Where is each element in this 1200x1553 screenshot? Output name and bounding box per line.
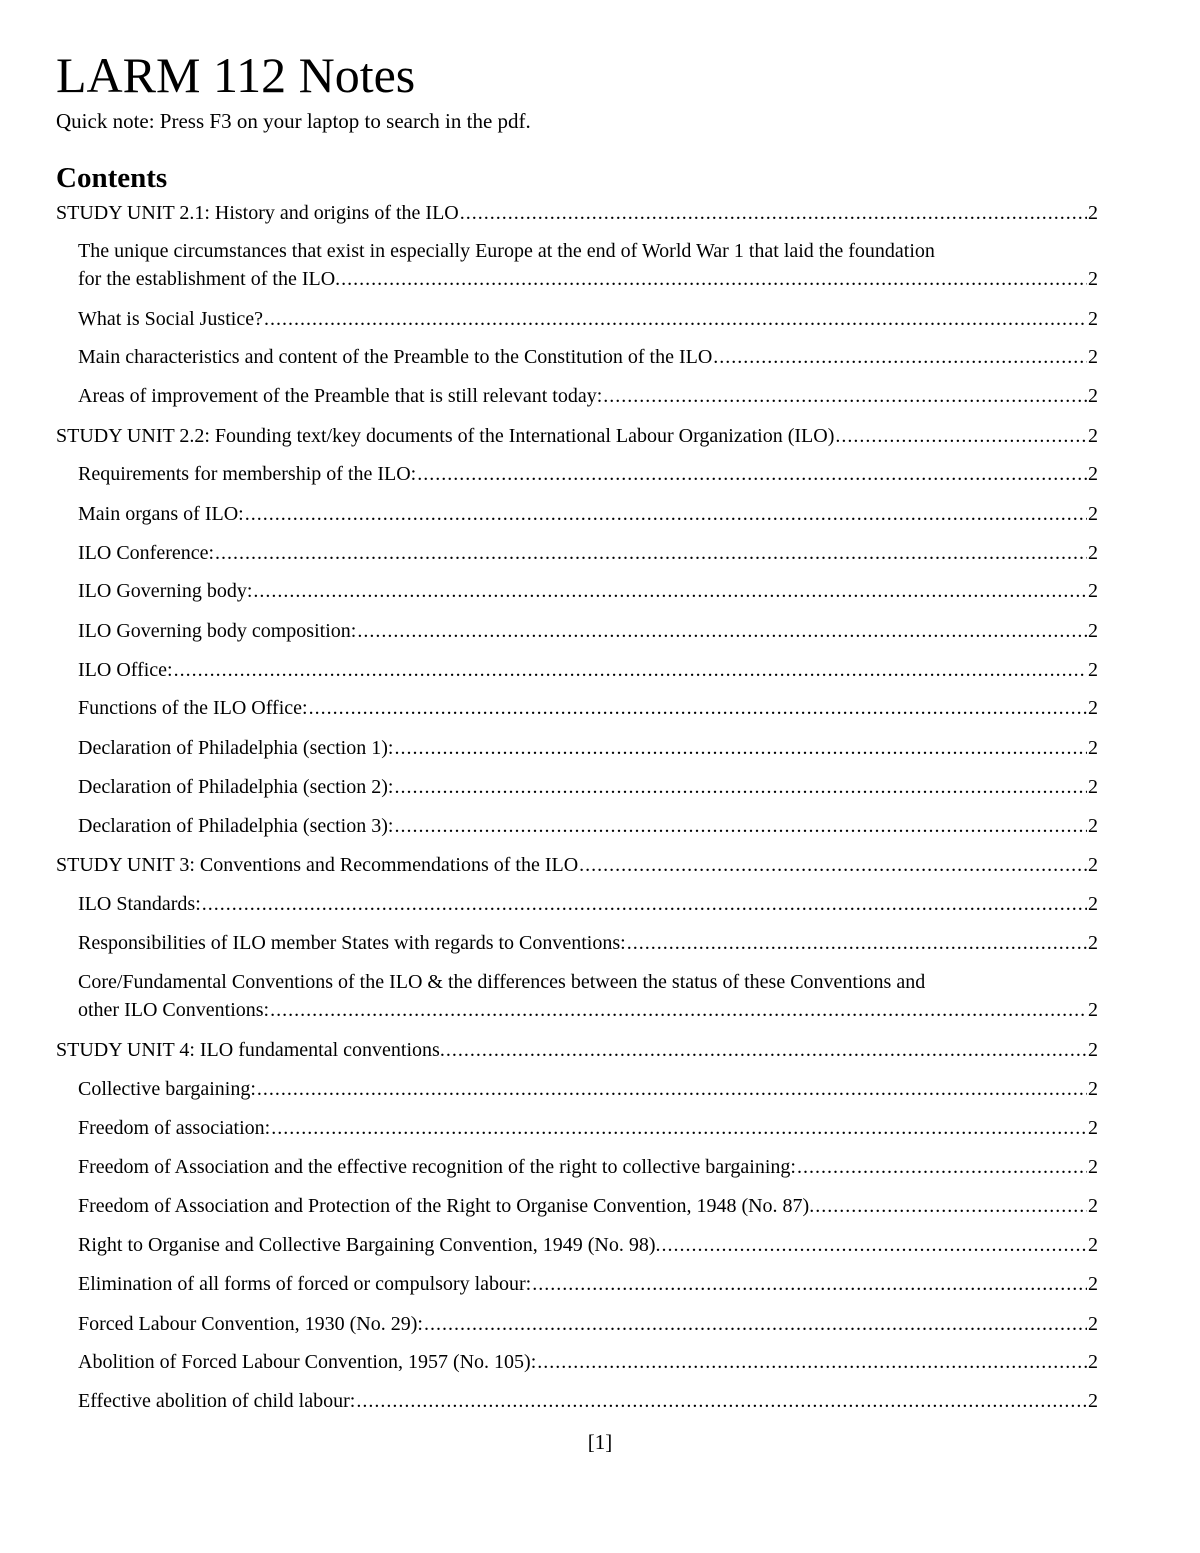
toc-dot-leader <box>537 1348 1087 1376</box>
toc-subentry[interactable] <box>78 382 1098 410</box>
toc-entry-text: STUDY UNIT 2.2: Founding text/key documents of the International Labour Organization (ILO) <box>56 425 835 447</box>
toc-page-number: 2 <box>1088 659 1098 681</box>
toc-subentry[interactable] <box>78 1348 1098 1376</box>
toc-subentry[interactable] <box>78 694 1098 722</box>
toc-dot-leader <box>253 577 1087 605</box>
toc-dot-leader <box>394 773 1087 801</box>
toc-page-number: 2 <box>1088 854 1098 876</box>
toc-subentry[interactable] <box>78 1153 1098 1181</box>
toc-subentry[interactable] <box>78 1310 1098 1338</box>
toc-entry-text: STUDY UNIT 2.1: History and origins of the ILO <box>56 202 459 224</box>
toc-entry-text: Main organs of ILO: <box>78 503 244 525</box>
toc-entry-text: other ILO Conventions: <box>78 999 270 1021</box>
toc-subentry[interactable] <box>78 968 1098 1024</box>
toc-entry-text: Effective abolition of child labour: <box>78 1390 356 1412</box>
toc-dot-leader <box>417 460 1087 488</box>
toc-page-number: 2 <box>1088 1195 1098 1217</box>
toc-page-number: 2 <box>1088 1039 1098 1061</box>
toc-page-number: 2 <box>1088 268 1098 290</box>
toc-entry-text: Declaration of Philadelphia (section 1): <box>78 737 394 759</box>
toc-page-number: 2 <box>1088 737 1098 759</box>
toc-entry-text: ILO Conference: <box>78 542 215 564</box>
toc-entry-text: ILO Standards: <box>78 893 201 915</box>
toc-entry-text: STUDY UNIT 3: Conventions and Recommendations of the ILO <box>56 854 579 876</box>
toc-subentry[interactable] <box>78 656 1098 684</box>
toc-subentry[interactable] <box>78 812 1098 840</box>
toc-dot-leader <box>271 1114 1087 1142</box>
toc-unit-entry[interactable] <box>56 1036 1098 1064</box>
toc-dot-leader <box>797 1153 1087 1181</box>
toc-entry-text-line: Core/Fundamental Conventions of the ILO & the differences between the status of these Conventions and <box>78 971 926 993</box>
toc-subentry[interactable] <box>78 773 1098 801</box>
toc-dot-leader <box>460 199 1087 227</box>
toc-page-number: 2 <box>1088 1351 1098 1373</box>
toc-page-number: 2 <box>1088 308 1098 330</box>
toc-subentry[interactable] <box>78 1387 1098 1415</box>
toc-page-number: 2 <box>1088 580 1098 602</box>
toc-dot-leader <box>603 382 1087 410</box>
toc-subentry[interactable] <box>78 1114 1098 1142</box>
toc-subentry[interactable] <box>78 500 1098 528</box>
toc-subentry[interactable] <box>78 460 1098 488</box>
toc-entry-text: ILO Office: <box>78 659 173 681</box>
toc-entry-text: Responsibilities of ILO member States with regards to Conventions: <box>78 932 626 954</box>
toc-page-number: 2 <box>1088 1273 1098 1295</box>
toc-subentry[interactable] <box>78 1192 1098 1220</box>
toc-page-number: 2 <box>1088 1117 1098 1139</box>
toc-entry-text: ILO Governing body composition: <box>78 620 357 642</box>
toc-page-number: 2 <box>1088 1313 1098 1335</box>
toc-page-number: 2 <box>1088 385 1098 407</box>
toc-subentry[interactable] <box>78 1231 1098 1259</box>
toc-page-number: 2 <box>1088 815 1098 837</box>
toc-entry-text: for the establishment of the ILO. <box>78 268 341 290</box>
toc-dot-leader <box>446 1036 1087 1064</box>
toc-dot-leader <box>627 929 1087 957</box>
toc-dot-leader <box>713 343 1087 371</box>
contents-heading: Contents <box>56 162 168 194</box>
toc-subentry[interactable] <box>78 305 1098 333</box>
toc-entry-text: Collective bargaining: <box>78 1078 256 1100</box>
toc-page-number: 2 <box>1088 932 1098 954</box>
toc-entry-text: What is Social Justice? <box>78 308 263 330</box>
toc-page-number: 2 <box>1088 620 1098 642</box>
toc-dot-leader <box>174 656 1087 684</box>
toc-subentry[interactable] <box>78 929 1098 957</box>
toc-entry-text-line: The unique circumstances that exist in especially Europe at the end of World War 1 that laid the foundation <box>78 240 935 262</box>
toc-entry-text: Right to Organise and Collective Bargaining Convention, 1949 (No. 98). <box>78 1234 661 1256</box>
page-title: LARM 112 Notes <box>56 47 416 103</box>
toc-subentry[interactable] <box>78 577 1098 605</box>
toc-page-number: 2 <box>1088 697 1098 719</box>
toc-page-number: 2 <box>1088 542 1098 564</box>
toc-page-number: 2 <box>1088 1156 1098 1178</box>
toc-subentry[interactable] <box>78 617 1098 645</box>
toc-subentry[interactable] <box>78 734 1098 762</box>
toc-dot-leader <box>264 305 1087 333</box>
toc-subentry[interactable] <box>78 1270 1098 1298</box>
toc-entry-text: Requirements for membership of the ILO: <box>78 463 417 485</box>
toc-entry-text: STUDY UNIT 4: ILO fundamental conventions. <box>56 1039 445 1061</box>
toc-subentry[interactable] <box>78 890 1098 918</box>
toc-dot-leader <box>815 1192 1087 1220</box>
toc-page-number: 2 <box>1088 776 1098 798</box>
toc-subentry[interactable] <box>78 539 1098 567</box>
toc-entry-text: Elimination of all forms of forced or compulsory labour: <box>78 1273 532 1295</box>
toc-page-number: 2 <box>1088 425 1098 447</box>
quick-note: Quick note: Press F3 on your laptop to search in the pdf. <box>56 109 531 133</box>
toc-dot-leader <box>309 694 1087 722</box>
toc-unit-entry[interactable] <box>56 422 1098 450</box>
toc-page-number: 2 <box>1088 503 1098 525</box>
toc-dot-leader <box>357 617 1087 645</box>
toc-subentry[interactable] <box>78 343 1098 371</box>
page-number: [1] <box>587 1430 613 1454</box>
toc-page-number: 2 <box>1088 1390 1098 1412</box>
toc-dot-leader <box>215 539 1087 567</box>
toc-entry-text: Freedom of association: <box>78 1117 271 1139</box>
toc-page-number: 2 <box>1088 346 1098 368</box>
toc-dot-leader <box>662 1231 1087 1259</box>
toc-unit-entry[interactable] <box>56 199 1098 227</box>
toc-dot-leader <box>356 1387 1087 1415</box>
toc-page-number: 2 <box>1088 999 1098 1021</box>
toc-entry-text: Abolition of Forced Labour Convention, 1957 (No. 105): <box>78 1351 537 1373</box>
toc-page-number: 2 <box>1088 1234 1098 1256</box>
toc-entry-text: Functions of the ILO Office: <box>78 697 308 719</box>
toc-dot-leader <box>202 890 1087 918</box>
toc-entry-text: Areas of improvement of the Preamble that is still relevant today: <box>78 385 603 407</box>
toc-page-number: 2 <box>1088 1078 1098 1100</box>
toc-entry-text: Freedom of Association and Protection of the Right to Organise Convention, 1948 (No. 87). <box>78 1195 815 1217</box>
toc-dot-leader <box>270 996 1087 1024</box>
toc-dot-leader <box>394 734 1087 762</box>
toc-entry-text: ILO Governing body: <box>78 580 253 602</box>
toc-dot-leader <box>341 265 1087 293</box>
toc-entry-text: Forced Labour Convention, 1930 (No. 29): <box>78 1313 423 1335</box>
toc-page-number: 2 <box>1088 893 1098 915</box>
toc-dot-leader <box>835 422 1087 450</box>
toc-page-number: 2 <box>1088 202 1098 224</box>
toc-dot-leader <box>394 812 1087 840</box>
toc-unit-entry[interactable] <box>56 851 1098 879</box>
toc-subentry[interactable] <box>78 237 1098 293</box>
toc-dot-leader <box>579 851 1087 879</box>
toc-entry-text: Declaration of Philadelphia (section 3): <box>78 815 394 837</box>
toc-entry-text: Freedom of Association and the effective recognition of the right to collective bargaining: <box>78 1156 796 1178</box>
toc-entry-text: Declaration of Philadelphia (section 2): <box>78 776 394 798</box>
toc-entry-text: Main characteristics and content of the Preamble to the Constitution of the ILO <box>78 346 713 368</box>
toc-subentry[interactable] <box>78 1075 1098 1103</box>
toc-dot-leader <box>424 1310 1087 1338</box>
toc-dot-leader <box>245 500 1087 528</box>
toc-dot-leader <box>257 1075 1087 1103</box>
toc-dot-leader <box>532 1270 1087 1298</box>
toc-page-number: 2 <box>1088 463 1098 485</box>
